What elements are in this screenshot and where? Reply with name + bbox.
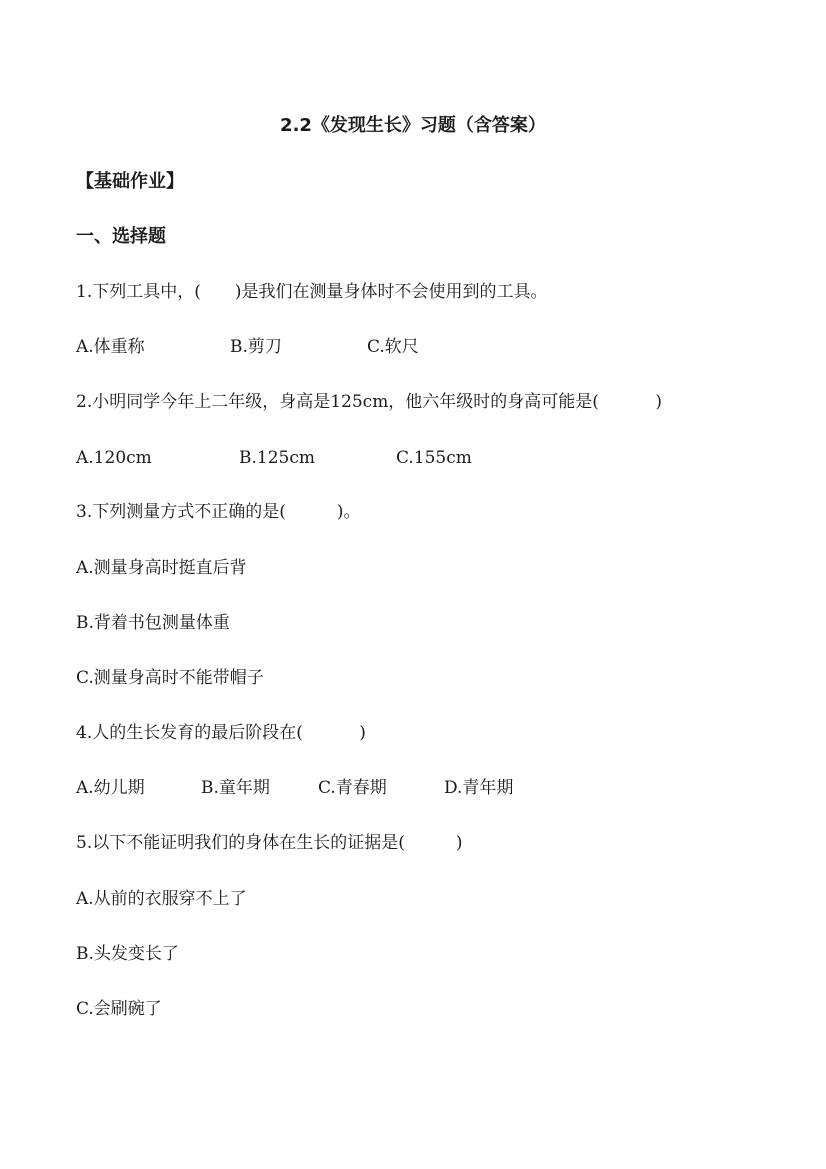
section-heading-choice: 一、选择题 (76, 226, 166, 247)
question-3-option-c: C.测量身高时不能带帽子 (76, 668, 264, 688)
question-1: 1.下列工具中，( )是我们在测量身体时不会使用到的工具。 (76, 282, 548, 302)
question-1-option-c: C.软尺 (367, 337, 419, 357)
question-5: 5.以下不能证明我们的身体在生长的证据是( ) (76, 833, 463, 853)
document-title: 2.2《发现生长》习题（含答案） (280, 115, 546, 136)
question-1-option-a: A.体重称 (76, 337, 145, 357)
question-4: 4.人的生长发育的最后阶段在( ) (76, 723, 366, 743)
question-4-option-d: D.青年期 (444, 778, 514, 798)
question-4-option-b: B.童年期 (201, 778, 270, 798)
question-1-option-b: B.剪刀 (230, 337, 282, 357)
question-3: 3.下列测量方式不正确的是( )。 (76, 502, 361, 522)
question-2-option-a: A.120cm (76, 448, 152, 468)
question-2-option-b: B.125cm (239, 448, 315, 468)
question-5-option-b: B.头发变长了 (76, 944, 179, 964)
question-2-option-c: C.155cm (396, 448, 472, 468)
question-3-option-a: A.测量身高时挺直后背 (76, 558, 247, 578)
question-5-option-c: C.会刷碗了 (76, 999, 162, 1019)
question-2: 2.小明同学今年上二年级，身高是125cm，他六年级时的身高可能是( ) (76, 392, 662, 412)
section-heading-basic: 【基础作业】 (76, 171, 184, 192)
question-3-option-b: B.背着书包测量体重 (76, 613, 230, 633)
question-5-option-a: A.从前的衣服穿不上了 (76, 889, 247, 909)
question-4-option-c: C.青春期 (318, 778, 387, 798)
question-4-option-a: A.幼儿期 (76, 778, 145, 798)
